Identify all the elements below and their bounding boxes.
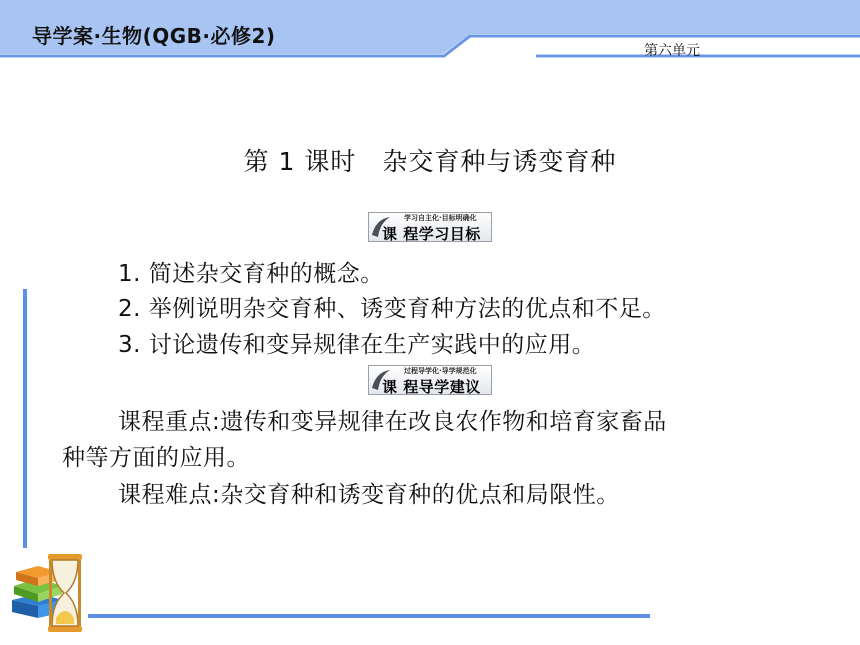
objective-item: 3. 讨论遗传和变异规律在生产实践中的应用。 — [118, 332, 596, 358]
objective-item: 2. 举例说明杂交育种、诱变育种方法的优点和不足。 — [118, 296, 666, 322]
banner-objectives — [368, 212, 492, 242]
banner-guidance-label: 课 程导学建议 — [382, 378, 481, 396]
unit-label: 第六单元 — [644, 43, 700, 59]
bottom-accent-bar — [88, 614, 650, 618]
banner-objectives-subtitle: 学习自主化·目标明确化 — [404, 214, 477, 222]
header-title: 导学案·生物(QGB·必修2) — [32, 24, 276, 48]
left-accent-bar — [23, 289, 27, 548]
key-point-text: 课程重点:遗传和变异规律在改良农作物和培育家畜品 — [118, 409, 667, 435]
objective-item: 1. 简述杂交育种的概念。 — [118, 261, 384, 287]
banner-objectives-label: 课 程学习目标 — [382, 225, 481, 243]
books-hourglass-icon — [8, 548, 92, 638]
difficulty-text: 课程难点:杂交育种和诱变育种的优点和局限性。 — [118, 482, 620, 508]
banner-guidance-subtitle: 过程导学化·导学规范化 — [404, 367, 477, 375]
banner-guidance — [368, 365, 492, 395]
key-point-text-continued: 种等方面的应用。 — [62, 445, 250, 471]
lesson-title: 第 1 课时 杂交育种与诱变育种 — [243, 147, 617, 176]
header-bar — [0, 0, 860, 70]
